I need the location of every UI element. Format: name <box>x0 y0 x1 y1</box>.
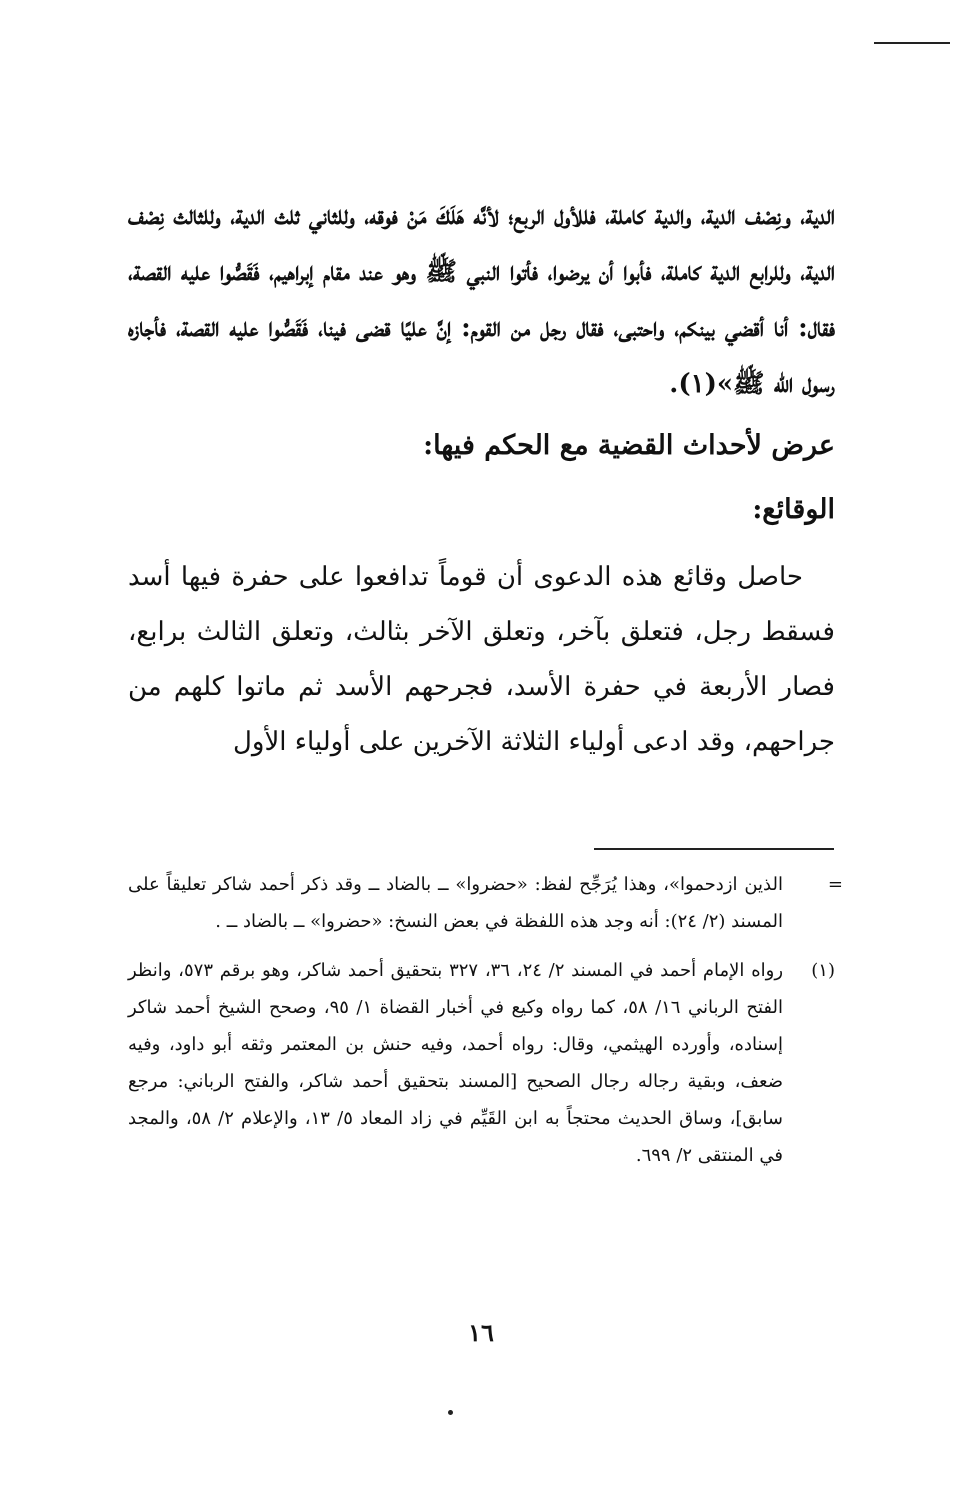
scan-dot <box>448 1410 453 1415</box>
facts-paragraph: حاصل وقائع هذه الدعوى أن قوماً تدافعوا على حفرة فيها أسد فسقط رجل، فتعلق بآخر، وتعلق الآخر بثالث، وتعلق الثالث برابع، فصار الأربعة في حفرة الأسد، فجرحهم الأسد ثم ماتوا كلهم من جراحهم، وقد ادعى أولياء الثلاثة الآخرين على أولياء الأول <box>128 562 835 757</box>
page-number: ١٦ <box>468 1318 494 1347</box>
continuation-marker: = <box>827 874 843 895</box>
section-heading: عرض لأحداث القضية مع الحكم فيها: <box>423 430 835 461</box>
footnote-1-text: رواه الإمام أحمد في المسند ٢/ ٢٤، ٣٦، ٣٢٧ بتحقيق أحمد شاكر، وهو برقم ٥٧٣، وانظر الفتح الرباني ١٦/ ٥٨، كما رواه وكيع في أخبار القضاة ١/ ٩٥، وصحح الشيخ أحمد شاكر إسناده، وأورده الهيثمي، وقال: رواه أحمد، وفيه حنش بن المعتمر وثقه أبو داود، وفيه ضعف، وبقية رجاله رجال الصحيح [المسند بتحقيق أحمد شاكر، والفتح الرباني: مرجع سابق]، وساق الحديث محتجاً به ابن القَيِّم في زاد المعاد ٥/ ١٣، والإعلام ٢/ ٥٨، والمجد في المنتقى ٢/ ٦٩٩. <box>128 960 784 1166</box>
footnote-continuation-text: الذين ازدحموا»، وهذا يُرَجِّح لفظ: «حضروا» ــ بالضاد ــ وقد ذكر أحمد شاكر تعليقاً على المسند (٢/ ٢٤): أنه وجد هذه اللفظة في بعض النسخ: «حضروا» ــ بالضاد ــ . <box>128 874 783 932</box>
footnotes <box>128 866 843 1174</box>
footnote-separator <box>594 848 834 850</box>
hadith-paragraph: الدية، ونِصْف الدية، والدية كاملة، فللأول الربع؛ لأنَّه هَلَكَ مَنْ فوقه، وللثاني ثلث الدية، وللثالث نِصْف الدية، وللرابع الدية كاملة، فأبوا أن يرضوا، فأتوا النبي ﷺ وهو عند مقام إبراهيم، فَقَصُّوا عليه القصة، فقال: أنا أقضي بينكم، واحتبى، فقال رجل من القوم: إنَّ عليًا قضى فينا، فَقَصُّوا عليه القصة، فأجازه رسول الله ﷺ»(١). <box>128 201 835 399</box>
footnote-1 <box>128 952 835 1174</box>
footnote-1-marker: (١) <box>811 960 835 981</box>
footnote-continuation <box>128 866 843 940</box>
subsection-heading: الوقائع: <box>752 494 835 525</box>
main-text <box>128 188 835 770</box>
header-rule <box>874 42 950 44</box>
